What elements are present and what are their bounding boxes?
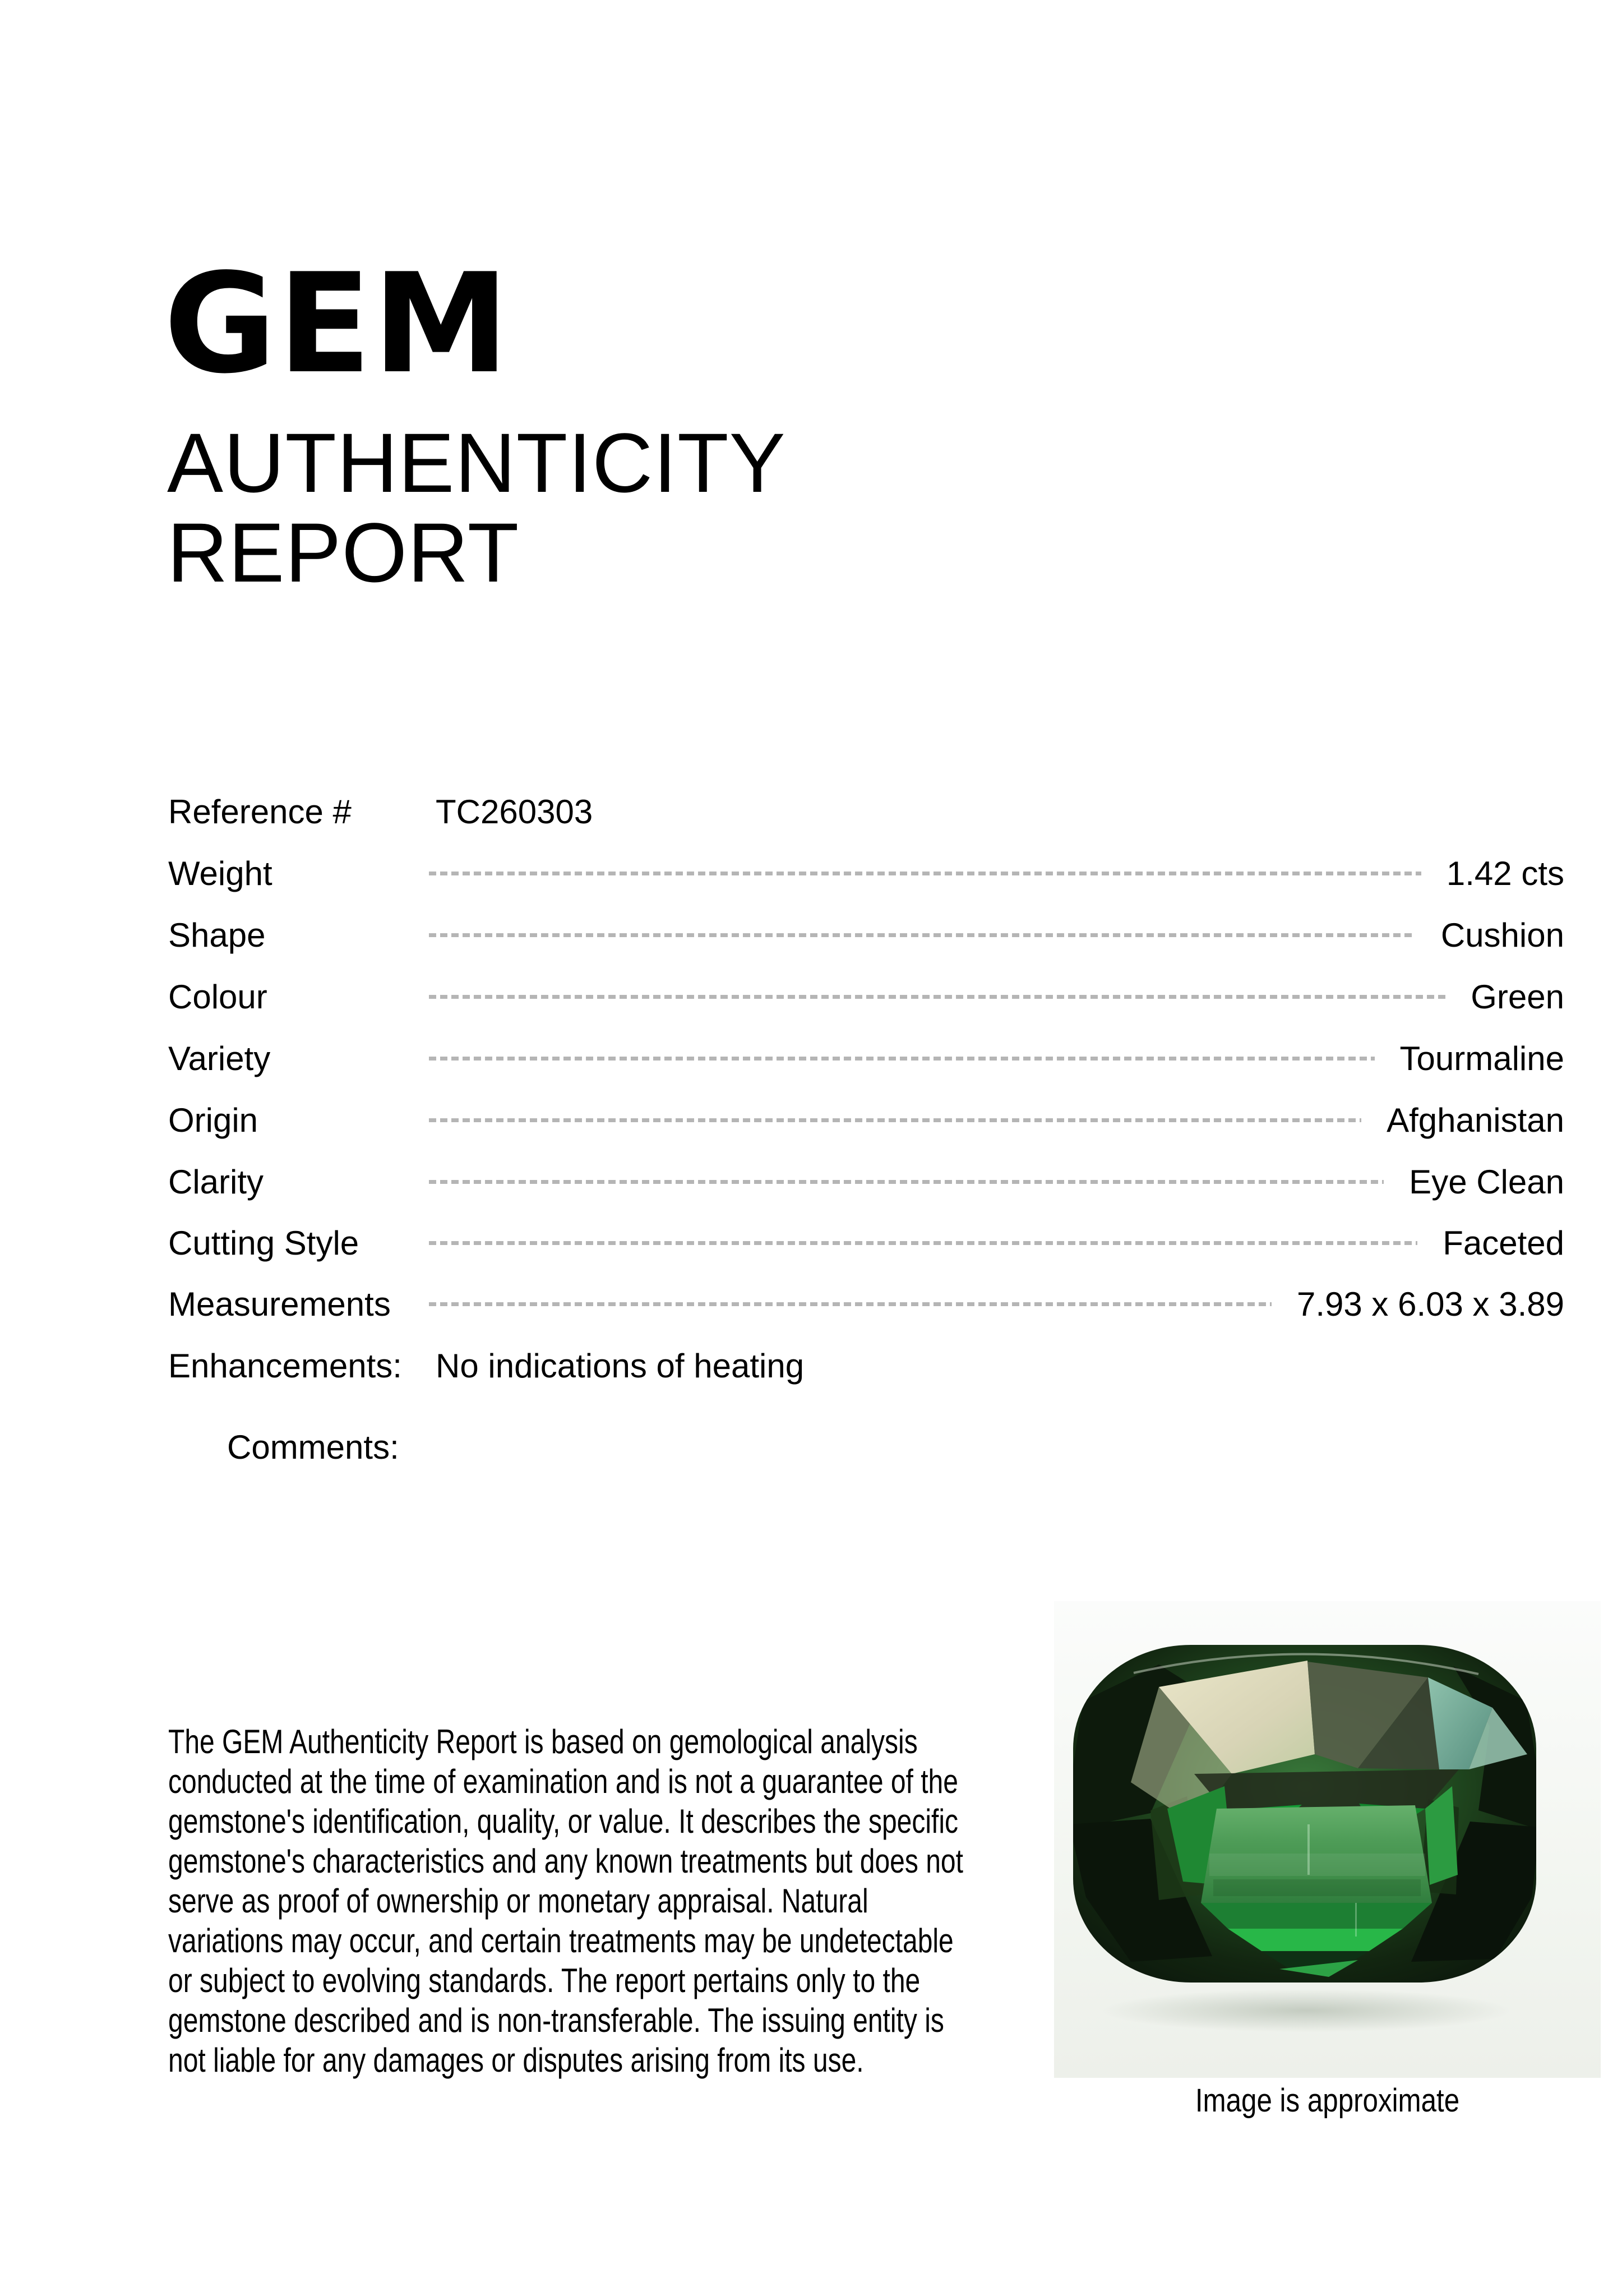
field-row-variety — [168, 1035, 1564, 1082]
field-row-comments — [168, 1423, 1564, 1470]
field-row-origin — [168, 1096, 1564, 1144]
field-label: Cutting Style — [168, 1224, 359, 1262]
page-title: GEM — [164, 244, 511, 404]
field-label: Weight — [168, 854, 272, 892]
field-row-clarity — [168, 1158, 1564, 1205]
leader-line — [429, 1118, 1361, 1122]
field-label: Reference # — [168, 792, 352, 831]
subtitle-line-1: AUTHENTICITY — [167, 416, 786, 510]
gemstone-photo — [1054, 1601, 1601, 2078]
field-row-enhancements — [168, 1342, 1564, 1389]
photo-caption: Image is approximate — [1195, 2082, 1460, 2119]
field-label: Colour — [168, 978, 267, 1016]
field-row-weight — [168, 850, 1564, 897]
field-value: TC260303 — [436, 792, 593, 831]
leader-line — [429, 872, 1421, 875]
field-label: Measurements — [168, 1285, 391, 1323]
field-value: Cushion — [1440, 916, 1564, 954]
field-label: Clarity — [168, 1163, 264, 1201]
field-row-shape — [168, 911, 1564, 958]
leader-line — [429, 1302, 1272, 1306]
field-value: 7.93 x 6.03 x 3.89 — [1296, 1285, 1564, 1323]
field-label: Variety — [168, 1039, 271, 1077]
page-subtitle — [167, 416, 786, 600]
leader-line — [429, 933, 1416, 937]
field-row-colour — [168, 973, 1564, 1020]
field-row-cutting-style — [168, 1219, 1564, 1266]
field-label: Comments: — [227, 1428, 399, 1466]
field-row-reference — [168, 788, 1564, 835]
field-row-measurements — [168, 1280, 1564, 1327]
subtitle-line-2: REPORT — [167, 505, 520, 600]
field-value: No indications of heating — [436, 1347, 805, 1385]
field-value: Tourmaline — [1399, 1039, 1564, 1077]
leader-line — [429, 1180, 1384, 1184]
field-label: Enhancements: — [168, 1347, 402, 1385]
field-value: Afghanistan — [1387, 1101, 1564, 1139]
field-label: Shape — [168, 916, 266, 954]
field-value: Eye Clean — [1409, 1163, 1564, 1201]
leader-line — [429, 1241, 1417, 1245]
gemstone-image — [1066, 1639, 1543, 1998]
disclaimer-text: The GEM Authenticity Report is based on gemological analysis conducted at the time of examination and is not a guarantee of the gemstone's identification, quality, or value. It describes the specific gemstone's characteristics and any known treatments but does not serve as proof of ownership or monetary appraisal. Natural variations may occur, and certain treatments may be undetectable or subject to evolving standards. The report pertains only to the gemstone described and is non-transferable. The issuing entity is not liable for any damages or disputes arising from its use. — [168, 1723, 963, 2079]
field-value: Faceted — [1443, 1224, 1564, 1262]
field-value: Green — [1471, 978, 1564, 1016]
field-value: 1.42 cts — [1446, 854, 1564, 892]
leader-line — [429, 995, 1445, 999]
leader-line — [429, 1057, 1375, 1061]
field-label: Origin — [168, 1101, 258, 1139]
